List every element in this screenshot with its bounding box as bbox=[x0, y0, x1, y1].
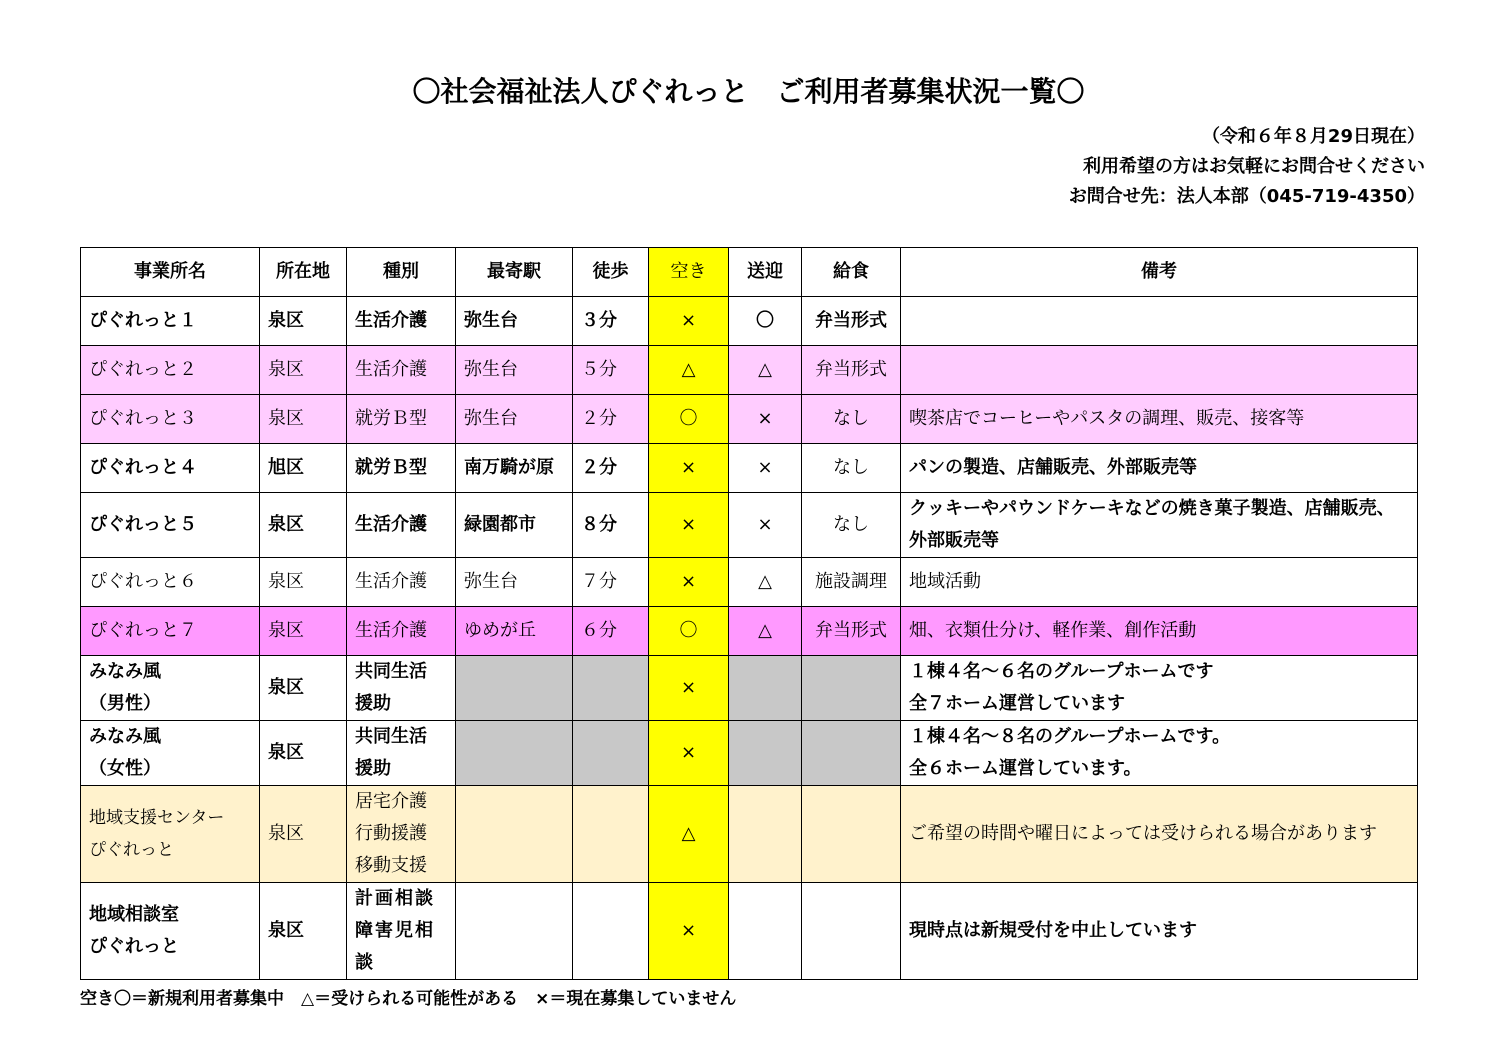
facility-name: ぴぐれっと１ bbox=[81, 297, 260, 346]
walk-time bbox=[573, 883, 649, 980]
walk-time: ７分 bbox=[573, 558, 649, 607]
meal-type: なし bbox=[802, 493, 901, 558]
service-type: 共同生活 援助 bbox=[347, 721, 456, 786]
pickup-status: △ bbox=[729, 558, 802, 607]
header-location: 所在地 bbox=[260, 248, 347, 297]
walk-time: ５分 bbox=[573, 346, 649, 395]
pickup-status: △ bbox=[729, 607, 802, 656]
pickup-status bbox=[729, 656, 802, 721]
facility-name: ぴぐれっと５ bbox=[81, 493, 260, 558]
notes bbox=[901, 346, 1418, 395]
header-type: 種別 bbox=[347, 248, 456, 297]
meal-type: 弁当形式 bbox=[802, 297, 901, 346]
location: 泉区 bbox=[260, 721, 347, 786]
nearest-station bbox=[456, 656, 573, 721]
pickup-status: × bbox=[729, 444, 802, 493]
vacancy-status: 〇 bbox=[649, 607, 729, 656]
location: 泉区 bbox=[260, 395, 347, 444]
pickup-status: △ bbox=[729, 346, 802, 395]
header-pickup: 送迎 bbox=[729, 248, 802, 297]
table-row bbox=[81, 444, 1418, 493]
location: 泉区 bbox=[260, 607, 347, 656]
meal-type bbox=[802, 656, 901, 721]
header-station: 最寄駅 bbox=[456, 248, 573, 297]
nearest-station: ゆめが丘 bbox=[456, 607, 573, 656]
location: 泉区 bbox=[260, 346, 347, 395]
invitation-text: 利用希望の方はお気軽にお問合せください bbox=[1083, 156, 1425, 177]
walk-time bbox=[573, 721, 649, 786]
header-walk: 徒歩 bbox=[573, 248, 649, 297]
vacancy-status: × bbox=[649, 297, 729, 346]
pickup-status bbox=[729, 721, 802, 786]
location: 泉区 bbox=[260, 558, 347, 607]
legend-text: 空き〇＝新規利用者募集中 △＝受けられる可能性がある ×＝現在募集していません bbox=[80, 989, 737, 1009]
walk-time bbox=[573, 656, 649, 721]
service-type: 生活介護 bbox=[347, 607, 456, 656]
location: 泉区 bbox=[260, 786, 347, 883]
nearest-station bbox=[456, 786, 573, 883]
nearest-station: 南万騎が原 bbox=[456, 444, 573, 493]
location: 泉区 bbox=[260, 297, 347, 346]
pickup-status bbox=[729, 786, 802, 883]
vacancy-status: △ bbox=[649, 346, 729, 395]
service-type: 共同生活 援助 bbox=[347, 656, 456, 721]
header-facility: 事業所名 bbox=[81, 248, 260, 297]
nearest-station: 弥生台 bbox=[456, 558, 573, 607]
vacancy-status: × bbox=[649, 493, 729, 558]
notes: １棟４名～６名のグループホームです 全７ホーム運営しています bbox=[901, 656, 1418, 721]
nearest-station: 弥生台 bbox=[456, 297, 573, 346]
vacancy-status: × bbox=[649, 656, 729, 721]
meal-type bbox=[802, 786, 901, 883]
walk-time: ６分 bbox=[573, 607, 649, 656]
service-type: 就労Ｂ型 bbox=[347, 395, 456, 444]
meal-type bbox=[802, 721, 901, 786]
meal-type bbox=[802, 883, 901, 980]
table-row bbox=[81, 786, 1418, 883]
table-header-row bbox=[81, 248, 1418, 297]
walk-time bbox=[573, 786, 649, 883]
facility-name: みなみ風 （男性） bbox=[81, 656, 260, 721]
vacancy-status: × bbox=[649, 883, 729, 980]
nearest-station bbox=[456, 883, 573, 980]
service-type: 生活介護 bbox=[347, 558, 456, 607]
facility-name: ぴぐれっと７ bbox=[81, 607, 260, 656]
as-of-date: （令和６年８月29日現在） bbox=[1201, 126, 1425, 147]
table-row bbox=[81, 607, 1418, 656]
service-type: 就労Ｂ型 bbox=[347, 444, 456, 493]
location: 泉区 bbox=[260, 493, 347, 558]
service-type: 生活介護 bbox=[347, 493, 456, 558]
facility-name: 地域相談室 ぴぐれっと bbox=[81, 883, 260, 980]
facility-name: ぴぐれっと４ bbox=[81, 444, 260, 493]
meal-type: 施設調理 bbox=[802, 558, 901, 607]
nearest-station: 弥生台 bbox=[456, 395, 573, 444]
header-info bbox=[1069, 122, 1425, 212]
nearest-station: 緑園都市 bbox=[456, 493, 573, 558]
table-row bbox=[81, 558, 1418, 607]
facility-name: みなみ風 （女性） bbox=[81, 721, 260, 786]
vacancy-status: × bbox=[649, 444, 729, 493]
page-title: 〇社会福祉法人ぴぐれっと ご利用者募集状況一覧〇 bbox=[412, 75, 1085, 108]
notes: クッキーやパウンドケーキなどの焼き菓子製造、店舗販売、外部販売等 bbox=[901, 493, 1418, 558]
header-vacancy: 空き bbox=[649, 248, 729, 297]
vacancy-status: △ bbox=[649, 786, 729, 883]
service-type: 計画相談 障害児相 談 bbox=[347, 883, 456, 980]
meal-type: なし bbox=[802, 444, 901, 493]
header-notes: 備考 bbox=[901, 248, 1418, 297]
facility-name: 地域支援センター ぴぐれっと bbox=[81, 786, 260, 883]
pickup-status: × bbox=[729, 395, 802, 444]
notes: 現時点は新規受付を中止しています bbox=[901, 883, 1418, 980]
walk-time: ３分 bbox=[573, 297, 649, 346]
vacancy-status: 〇 bbox=[649, 395, 729, 444]
notes: 地域活動 bbox=[901, 558, 1418, 607]
location: 泉区 bbox=[260, 883, 347, 980]
meal-type: なし bbox=[802, 395, 901, 444]
walk-time: ２分 bbox=[573, 395, 649, 444]
table-row bbox=[81, 395, 1418, 444]
notes: 畑、衣類仕分け、軽作業、創作活動 bbox=[901, 607, 1418, 656]
service-type: 生活介護 bbox=[347, 346, 456, 395]
header-meal: 給食 bbox=[802, 248, 901, 297]
location: 泉区 bbox=[260, 656, 347, 721]
pickup-status bbox=[729, 883, 802, 980]
facility-name: ぴぐれっと３ bbox=[81, 395, 260, 444]
table-row bbox=[81, 656, 1418, 721]
nearest-station bbox=[456, 721, 573, 786]
walk-time: ２分 bbox=[573, 444, 649, 493]
notes: パンの製造、店舗販売、外部販売等 bbox=[901, 444, 1418, 493]
table-row bbox=[81, 493, 1418, 558]
notes: 喫茶店でコーヒーやパスタの調理、販売、接客等 bbox=[901, 395, 1418, 444]
table-row bbox=[81, 883, 1418, 980]
table-row bbox=[81, 346, 1418, 395]
table-row bbox=[81, 721, 1418, 786]
walk-time: ８分 bbox=[573, 493, 649, 558]
notes: ご希望の時間や曜日によっては受けられる場合があります bbox=[901, 786, 1418, 883]
recruitment-table bbox=[80, 247, 1418, 980]
service-type: 居宅介護 行動援護 移動支援 bbox=[347, 786, 456, 883]
vacancy-status: × bbox=[649, 558, 729, 607]
meal-type: 弁当形式 bbox=[802, 346, 901, 395]
location: 旭区 bbox=[260, 444, 347, 493]
pickup-status: 〇 bbox=[729, 297, 802, 346]
meal-type: 弁当形式 bbox=[802, 607, 901, 656]
pickup-status: × bbox=[729, 493, 802, 558]
vacancy-status: × bbox=[649, 721, 729, 786]
facility-name: ぴぐれっと２ bbox=[81, 346, 260, 395]
nearest-station: 弥生台 bbox=[456, 346, 573, 395]
facility-name: ぴぐれっと６ bbox=[81, 558, 260, 607]
service-type: 生活介護 bbox=[347, 297, 456, 346]
notes: １棟４名～８名のグループホームです。 全６ホーム運営しています。 bbox=[901, 721, 1418, 786]
notes bbox=[901, 297, 1418, 346]
contact-info: お問合せ先：法人本部（045-719-4350） bbox=[1068, 186, 1425, 207]
table-row bbox=[81, 297, 1418, 346]
